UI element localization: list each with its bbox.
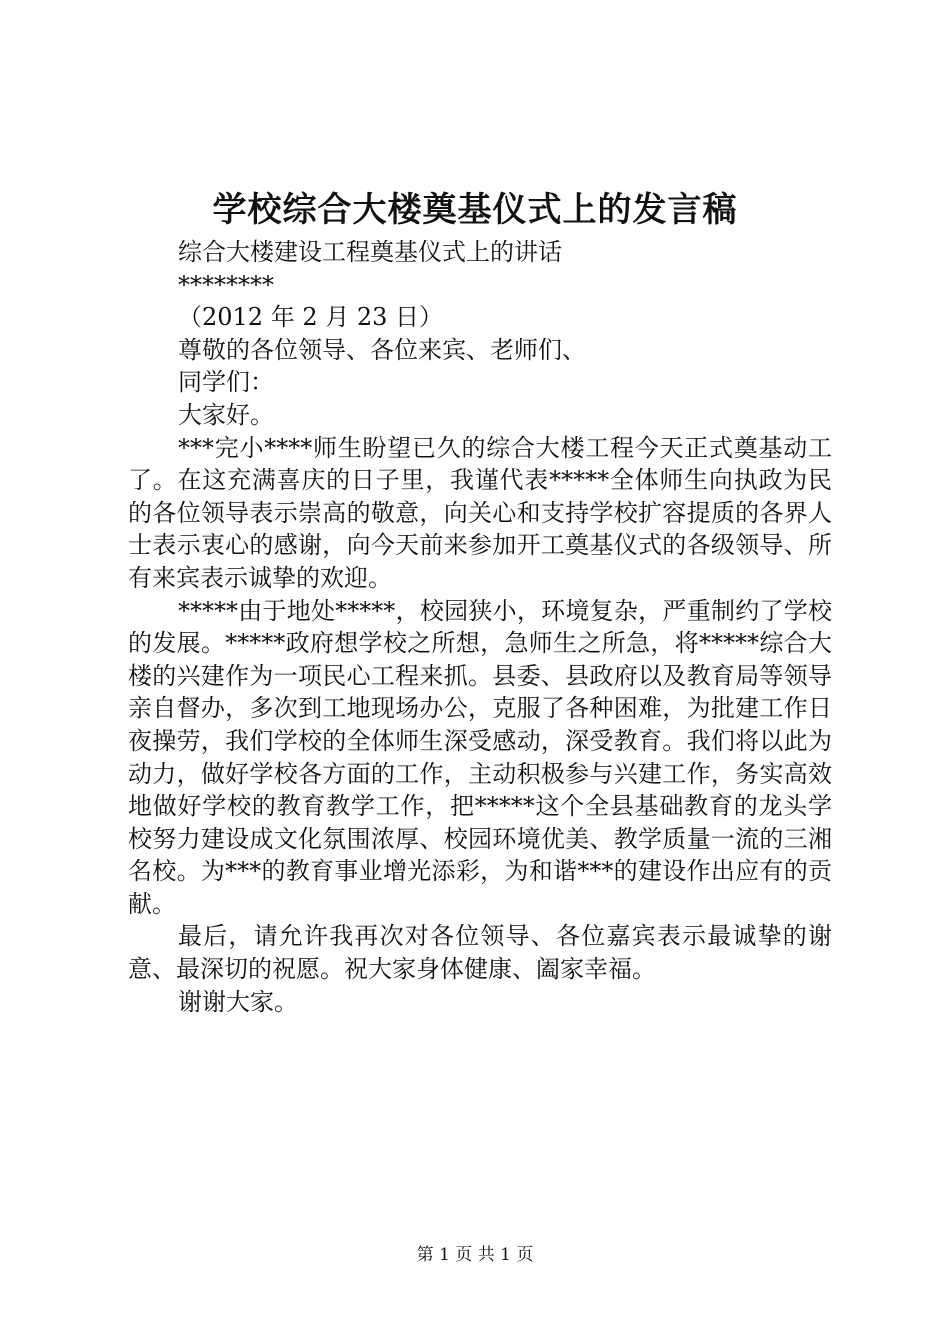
document-body bbox=[128, 236, 832, 1018]
closing: 谢谢大家。 bbox=[178, 987, 298, 1016]
paragraph-3: 最后，请允许我再次对各位领导、各位嘉宾表示最诚挚的谢意、最深切的祝愿。祝大家身体健康、阖家幸福。 bbox=[128, 922, 832, 984]
paragraph-1: ***完小****师生盼望已久的综合大楼工程今天正式奠基动工了。在这充满喜庆的日子里，我谨代表*****全体师生向执政为民的各位领导表示崇高的敬意，向关心和支持学校扩容提质的各界人士表示衷心的感谢，向今天前来参加开工奠基仪式的各级领导、所有来宾表示诚挚的欢迎。 bbox=[128, 433, 832, 592]
document-date: （2012 年 2 月 23 日） bbox=[178, 303, 444, 332]
page-footer: 第 1 页 共 1 页 bbox=[416, 1245, 534, 1265]
salutation-line-2: 同学们： bbox=[178, 368, 274, 397]
salutation-line-1: 尊敬的各位领导、各位来宾、老师们、 bbox=[178, 335, 586, 364]
greeting: 大家好。 bbox=[178, 400, 274, 429]
document-subtitle: 综合大楼建设工程奠基仪式上的讲话 bbox=[178, 238, 562, 266]
document-title: 学校综合大楼奠基仪式上的发言稿 bbox=[212, 190, 738, 230]
document-author: ******** bbox=[178, 270, 274, 299]
paragraph-2: *****由于地处*****，校园狭小，环境复杂，严重制约了学校的发展。*****政府想学校之所想，急师生之所急，将*****综合大楼的兴建作为一项民心工程来抓。县委、县政府以及教育局等领导亲自督办，多次到工地现场办公，克服了各种困难，为批建工作日夜操劳，我们学校的全体师生深受感动，深受教育。我们将以此为动力，做好学校各方面的工作，主动积极参与兴建工作，务实高效地做好学校的教育教学工作，把*****这个全县基础教育的龙头学校努力建设成文化氛围浓厚、校园环境优美、教学质量一流的三湘名校。为***的教育事业增光添彩，为和谐***的建设作出应有的贡献。 bbox=[128, 596, 832, 918]
